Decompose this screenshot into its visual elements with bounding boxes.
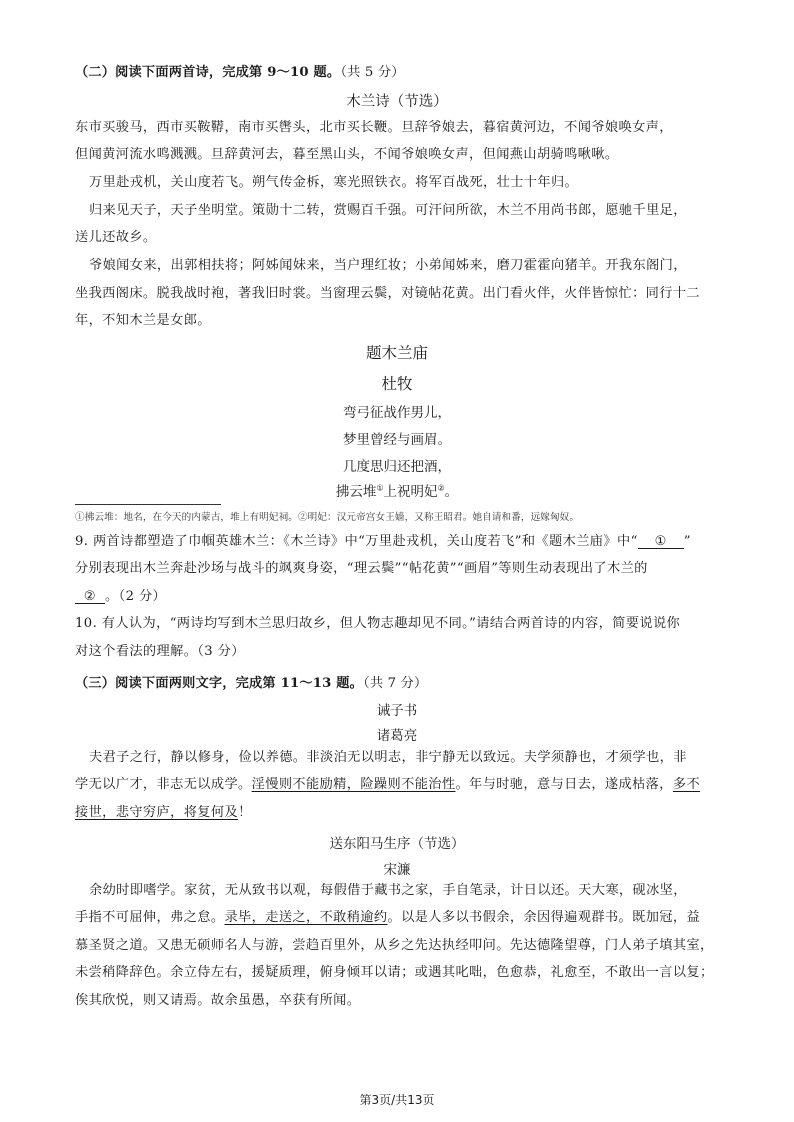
section-2-header	[75, 61, 405, 80]
text1-line	[75, 806, 252, 819]
text2-line: 未尝稍降辞色。余立侍左右，援疑质理，俯身倾耳以请；或遇其叱咄，色愈恭，礼愈至，不敢出一言以复；	[75, 965, 714, 980]
section-2-points: （共 5 分）	[340, 65, 405, 80]
poem1-title: 木兰诗（节选）	[346, 94, 448, 110]
text2-author: 宋濂	[383, 862, 411, 878]
text1-text: 。年与时驰，意与日去，遂成枯落，	[455, 777, 673, 792]
poem1-line: 但闻黄河流水鸣溅溅。旦辞黄河去，暮至黑山头，不闻爷娘唤女声，但闻燕山胡骑鸣啾啾。	[75, 147, 619, 162]
text2-text: 手指不可屈伸，弗之怠。	[75, 910, 225, 925]
underlined-sentence: 淫慢则不能励精，险躁则不能治性	[251, 777, 456, 792]
q9-text: 。（2 分）	[105, 589, 167, 604]
text1-line: 夫君子之行，静以修身，俭以养德。非淡泊无以明志，非宁静无以致远。夫学须静也，才须学也，非	[89, 750, 687, 765]
underlined-sentence: 录毕，走送之，不敢稍逾约	[224, 910, 388, 925]
footnote-marker: ①	[376, 483, 384, 493]
text1-title: 诫子书	[376, 703, 418, 719]
poem2-author: 杜牧	[381, 375, 413, 393]
poem1-line: 归来见天子，天子坐明堂。策勋十二转，赏赐百千强。可汗问所欲，木兰不用尚书郎，愿驰千里足，	[89, 203, 687, 218]
text2-line: 余幼时即嗜学。家贫，无从致书以观，每假借于藏书之家，手自笔录，计日以还。天大寒，砚冰坚，	[89, 883, 687, 898]
poem1-line: 东市买骏马，西市买鞍鞯，南市买辔头，北市买长鞭。旦辞爷娘去，暮宿黄河边，不闻爷娘唤女声，	[75, 120, 673, 135]
footnote-divider	[75, 504, 221, 505]
text1-text: ！	[238, 805, 252, 820]
poem1-line: 送儿还故乡。	[75, 230, 157, 245]
section-3-points: （共 7 分）	[363, 676, 428, 691]
q9-text: ”	[683, 534, 691, 549]
q9-line: 分别表现出木兰奔赴沙场与战斗的飒爽身姿，“理云鬓”“帖花黄”“画眉”等则生动表现出了木兰的	[75, 561, 648, 576]
poem2-title: 题木兰庙	[365, 344, 428, 362]
poem1-line: 爷娘闻女来，出郭相扶将；阿姊闻妹来，当户理红妆；小弟闻姊来，磨刀霍霍向猪羊。开我东阁门，	[89, 258, 687, 273]
section-2-title: （二）阅读下面两首诗，完成第 9～10 题。	[75, 65, 341, 80]
section-3-title: （三）阅读下面两则文字，完成第 11～13 题。	[75, 676, 364, 691]
poem1-line: 万里赴戎机，关山度若飞。朔气传金柝，寒光照铁衣。将军百战死，壮士十年归。	[89, 175, 579, 190]
poem2-line	[0, 480, 794, 500]
text2-line: 慕圣贤之道。又患无硕师名人与游，尝趋百里外，从乡之先达执经叩问。先达德隆望尊，门人弟子填其室，	[75, 938, 714, 953]
poem2-last-c: 。	[444, 484, 459, 500]
poem1-line: 坐我西阁床。脱我战时袍，著我旧时裳。当窗理云鬓，对镜帖花黄。出门看火伴，火伴皆惊忙：同行十二	[75, 286, 701, 301]
q9-line	[75, 535, 691, 549]
text1-line	[75, 778, 700, 791]
q9-blank-2: ②	[75, 590, 105, 604]
text2-text: 。以是人多以书假余，余因得遍观群书。既加冠，益	[387, 910, 701, 925]
underlined-sentence: 接世，悲守穷庐，将复何及	[75, 805, 239, 820]
underlined-sentence: 多不	[672, 777, 701, 792]
poem2-line: 几度思归还把酒，	[343, 459, 451, 475]
q9-blank-1: ①	[638, 535, 684, 549]
poem1-line: 年，不知木兰是女郎。	[75, 313, 211, 328]
section-3-header	[75, 672, 427, 691]
text1-author: 诸葛亮	[376, 728, 418, 744]
q9-text: 9. 两首诗都塑造了巾帼英雄木兰：《木兰诗》中“万里赴戎机，关山度若飞”和《题木兰庙》中“	[75, 534, 638, 549]
text2-line: 俟其欣悦，则又请焉。故余虽愚，卒获有所闻。	[75, 993, 361, 1008]
poem2-line: 梦里曾经与画眉。	[343, 432, 451, 448]
q9-line	[75, 590, 166, 604]
text1-text: 学无以广才，非志无以成学。	[75, 777, 252, 792]
page-number: 第3页/共13页	[359, 1093, 435, 1107]
q10-line: 10. 有人认为，“两诗均写到木兰思归故乡，但人物志趣却见不同。”请结合两首诗的内容，简要说说你	[75, 616, 681, 631]
text2-title: 送东阳马生序（节选）	[329, 836, 465, 852]
poem2-footnote: ①拂云堆：地名，在今天的内蒙古，堆上有明妃祠。②明妃：汉元帝宫女王嫱，又称王昭君。她自请和番，远嫁匈奴。	[75, 512, 580, 523]
poem2-line: 弯弓征战作男儿，	[343, 405, 451, 421]
poem2-last-a: 拂云堆	[335, 484, 377, 500]
text2-line	[75, 911, 700, 924]
poem2-last-b: 上祝明妃	[383, 484, 438, 500]
footnote-marker: ②	[437, 483, 445, 493]
q10-line: 对这个看法的理解。（3 分）	[75, 644, 245, 659]
